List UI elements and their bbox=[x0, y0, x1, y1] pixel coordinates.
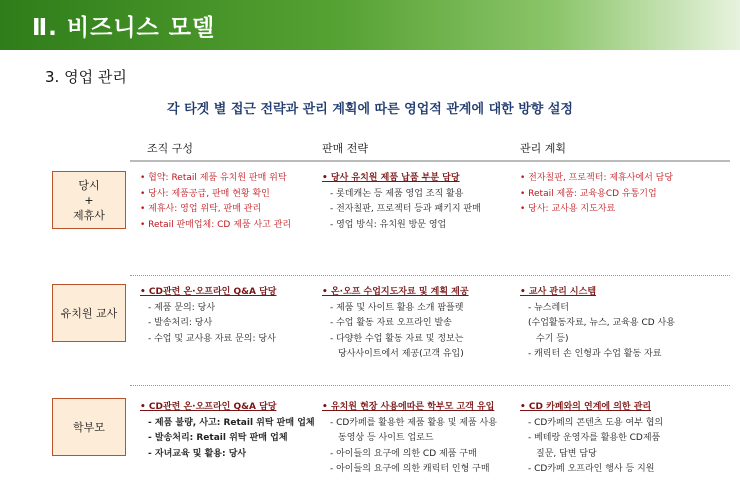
row2-management-cell bbox=[520, 285, 675, 363]
cell-line: - 영업 방식: 유치원 방문 영업 bbox=[330, 219, 447, 230]
slide-title: Ⅱ. 비즈니스 모델 bbox=[32, 15, 216, 41]
cell-line: - 뉴스레터 bbox=[528, 302, 569, 313]
cell-line: - 제품 불량, 사고: Retail 위탁 판매 업체 bbox=[148, 417, 315, 428]
column-header-management: 관리 계획 bbox=[520, 142, 567, 155]
cell-line: • 당사: 교사용 지도자료 bbox=[520, 204, 616, 214]
cell-line: 당사사이트에서 제공(고객 유입) bbox=[338, 349, 464, 359]
row3-management-cell bbox=[520, 400, 663, 478]
row1-management-cell bbox=[520, 171, 673, 218]
cell-line: - 롯데캐논 등 제품 영업 조직 활용 bbox=[330, 188, 464, 199]
segment-box-parents bbox=[52, 398, 126, 456]
cell-line: • 유치원 현장 사용에따른 학부모 고객 유입 bbox=[322, 402, 495, 412]
cell-line: - 제품 문의: 당사 bbox=[148, 302, 216, 313]
segment-label-line: + bbox=[84, 193, 94, 207]
segment-label-line: 제휴사 bbox=[73, 208, 105, 222]
header-divider bbox=[130, 160, 730, 162]
cell-line: (수업활동자료, 뉴스, 교육용 CD 사용 bbox=[528, 318, 675, 328]
cell-line: - 제품 및 사이트 활용 소개 팜플렛 bbox=[330, 302, 464, 313]
cell-line: - 수업 활동 자료 오프라인 발송 bbox=[330, 318, 452, 328]
column-header-org: 조직 구성 bbox=[147, 142, 194, 155]
cell-line: • Retail 판매업체: CD 제품 사고 관리 bbox=[140, 219, 292, 230]
segment-label-line: 당시 bbox=[78, 178, 100, 192]
row2-sales-cell bbox=[322, 285, 469, 363]
cell-line: • CD관련 온·오프라인 Q&A 담당 bbox=[140, 402, 277, 412]
cell-line: • 교사 관리 시스템 bbox=[520, 287, 597, 297]
cell-line: - 다양한 수업 활동 자료 및 정보는 bbox=[330, 333, 464, 344]
cell-line: • CD관련 온·오프라인 Q&A 담당 bbox=[140, 287, 277, 297]
cell-line: 질문, 답변 담당 bbox=[536, 448, 597, 459]
cell-line: 수기 등) bbox=[536, 333, 569, 344]
cell-line: - 자녀교육 및 활용: 당사 bbox=[148, 448, 247, 459]
cell-line: • 당사: 제품공급, 판매 현황 확인 bbox=[140, 188, 270, 199]
slide-header-bar bbox=[0, 0, 740, 50]
cell-line: • 당사 유치원 제품 납품 부분 담당 bbox=[322, 173, 460, 183]
section-title: 3. 영업 관리 bbox=[45, 68, 127, 86]
cell-line: - 아이들의 요구에 의한 CD 제품 구매 bbox=[330, 448, 477, 459]
cell-line: 동영상 등 사이트 업로드 bbox=[338, 433, 434, 443]
slide-subtitle: 각 타겟 별 접근 전략과 관리 계획에 따른 영업적 관계에 대한 방향 설정 bbox=[167, 102, 573, 117]
row-divider bbox=[130, 275, 730, 276]
cell-line: - 수업 및 교사용 자료 문의: 당사 bbox=[148, 333, 276, 344]
cell-line: - 캐릭터 손 인형과 수업 활동 자료 bbox=[528, 349, 662, 359]
cell-line: • 온·오프 수업지도자료 및 계획 제공 bbox=[322, 287, 469, 297]
cell-line: - 발송처리: 당사 bbox=[148, 318, 213, 328]
segment-box-kindergarten-teacher bbox=[52, 284, 126, 342]
cell-line: • CD 카페와의 연계에 의한 관리 bbox=[520, 402, 652, 412]
cell-line: - 베테랑 운영자를 활용한 CD제품 bbox=[528, 433, 661, 443]
row1-sales-cell bbox=[322, 171, 481, 233]
segment-box-company-partner bbox=[52, 171, 126, 229]
cell-line: - 전자칠판, 프로젝터 등과 패키지 판매 bbox=[330, 204, 481, 214]
row1-org-cell bbox=[140, 171, 291, 233]
segment-label-line: 학부모 bbox=[73, 420, 105, 434]
row3-org-cell bbox=[140, 400, 315, 462]
row3-sales-cell bbox=[322, 400, 497, 478]
row-divider bbox=[130, 385, 730, 386]
cell-line: • Retail 제품: 교육용CD 유통기업 bbox=[520, 188, 657, 199]
cell-line: - CD카페의 콘텐츠 도용 여부 협의 bbox=[528, 417, 664, 428]
column-header-sales: 판매 전략 bbox=[322, 142, 369, 155]
cell-line: • 협약: Retail 제품 유치원 판매 위탁 bbox=[140, 173, 287, 183]
cell-line: • 전자칠판, 프로젝터: 제휴사에서 담당 bbox=[520, 173, 674, 183]
cell-line: - CD카페 오프라인 행사 등 지원 bbox=[528, 464, 655, 474]
cell-line: - CD카페를 활용한 제품 활용 및 제품 사용 bbox=[330, 417, 497, 428]
cell-line: • 제휴사: 영업 위탁, 판매 관리 bbox=[140, 204, 262, 214]
row2-org-cell bbox=[140, 285, 277, 347]
cell-line: - 발송처리: Retail 위탁 판매 업체 bbox=[148, 433, 288, 443]
cell-line: - 아이들의 요구에 의한 캐릭터 인형 구매 bbox=[330, 464, 490, 474]
segment-label-line: 유치원 교사 bbox=[60, 306, 118, 320]
